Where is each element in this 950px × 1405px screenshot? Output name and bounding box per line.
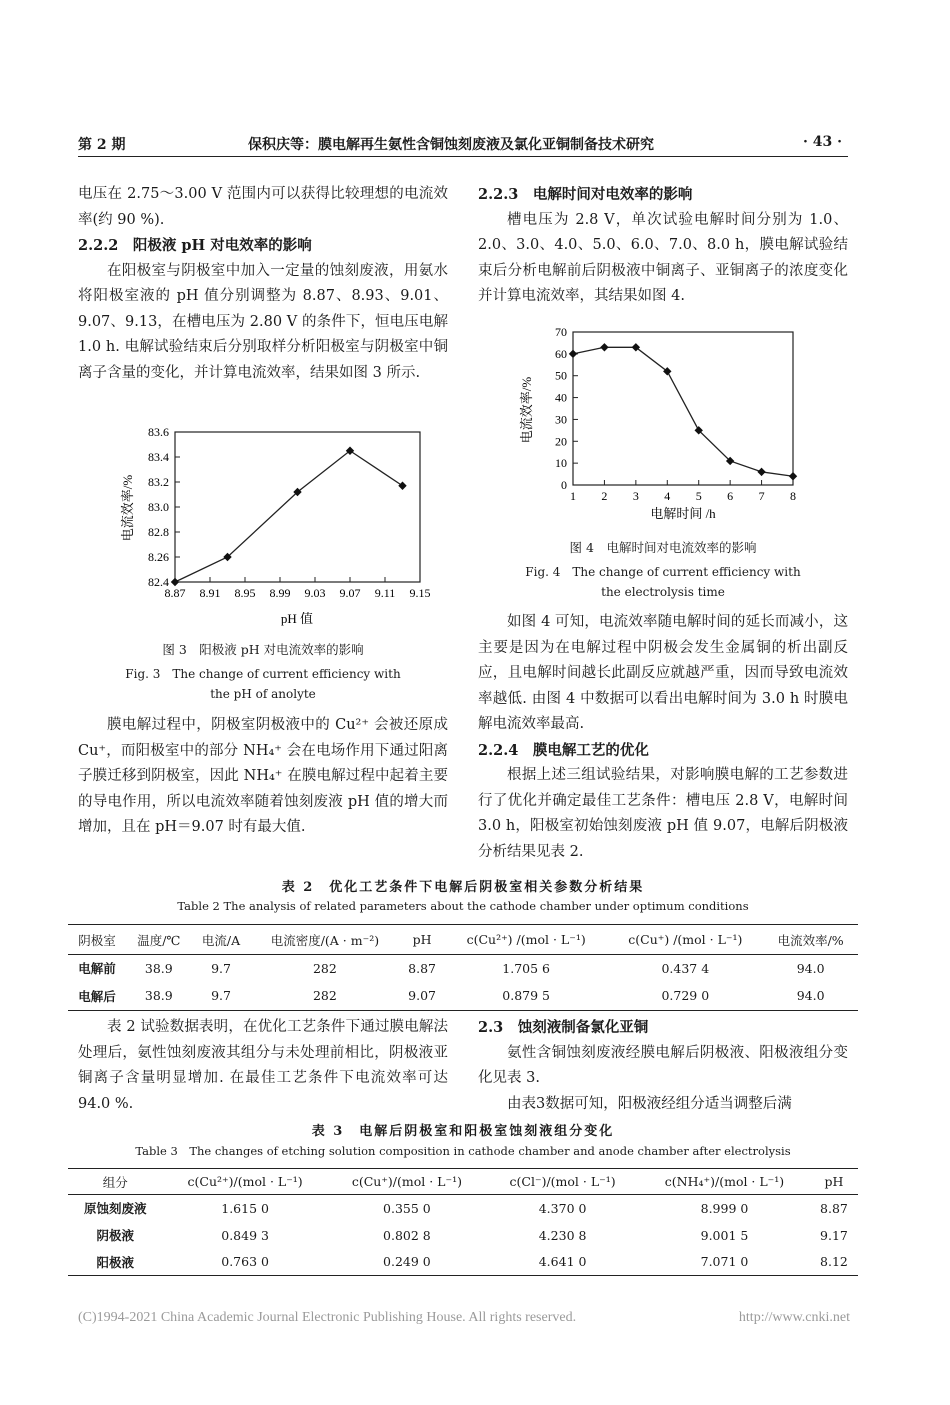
- column-header: c(Cl⁻)/(mol · L⁻¹): [509, 1174, 616, 1189]
- page-number: · 43 ·: [803, 134, 842, 150]
- table-cell: 1.615 0: [221, 1200, 269, 1216]
- table-cell: 4.230 8: [538, 1227, 587, 1243]
- paragraph: 氨性含铜蚀刻废液经膜电解后阴极液、阳极液组分变化见表 3.: [478, 1044, 848, 1086]
- table-cell: 电解前: [78, 961, 116, 977]
- figure-3-caption: [78, 640, 448, 704]
- column-header: 温度/℃: [137, 932, 181, 948]
- copyright-text: (C)1994-2021 China Academic Journal Electronic Publishing House. All rights reserved.: [78, 1310, 577, 1325]
- y-tick-label: 40: [555, 390, 567, 405]
- table-cell: 0.249 0: [383, 1254, 431, 1270]
- y-tick-label: 60: [555, 346, 567, 361]
- column-header: 电流密度/(A · m⁻²): [270, 932, 380, 948]
- x-tick-label: 1: [570, 489, 576, 503]
- table-cell: 8.87: [820, 1200, 848, 1216]
- caption-cn: 图 3 阳极液 pH 对电流效率的影响: [162, 642, 364, 657]
- table-3-caption: [78, 1120, 848, 1159]
- y-tick-label: 82.8: [148, 525, 169, 539]
- data-point: [757, 468, 765, 476]
- left-column-bottom: [78, 713, 448, 841]
- y-tick-label: 70: [555, 325, 567, 339]
- table-cell: 282: [312, 960, 337, 976]
- table-cell: 0.763 0: [221, 1254, 269, 1270]
- x-tick-label: 6: [727, 489, 734, 503]
- table-header-row: [68, 1169, 858, 1195]
- y-tick-label: 50: [555, 368, 567, 383]
- table-row: [68, 1249, 858, 1276]
- table-cell: 0.802 8: [383, 1227, 431, 1243]
- paragraph: 槽电压为 2.8 V，单次试验电解时间分别为 1.0、2.0、3.0、4.0、5.0、6.0、7.0、8.0 h，膜电解试验结束后分析电解前后阴极液中铜离子、亚铜离子的浓度变化并计算电流效率，其结果如图 4.: [478, 211, 848, 304]
- table-cell: 电解后: [78, 988, 116, 1004]
- right-column-top: [478, 182, 848, 310]
- caption-cn: 表 2 优化工艺条件下电解后阴极室相关参数分析结果: [281, 880, 645, 895]
- table-cell: 4.370 0: [538, 1200, 587, 1216]
- column-header: 组分: [102, 1174, 128, 1190]
- x-axis-label: 电解时间 /h: [650, 506, 716, 521]
- x-tick-label: 9.07: [339, 586, 361, 600]
- caption-en: Fig. 4 The change of current efficiency with: [525, 565, 801, 579]
- caption-en: Fig. 3 The change of current efficiency with: [125, 667, 401, 681]
- table-2: [68, 924, 858, 1011]
- y-tick-label: 83.2: [148, 475, 169, 489]
- x-tick-label: 9.15: [409, 586, 431, 600]
- table-cell: 阴极液: [96, 1228, 135, 1243]
- table-3: [68, 1168, 858, 1276]
- table-cell: 7.071 0: [700, 1254, 749, 1270]
- y-tick-label: 83.0: [148, 500, 169, 514]
- y-tick-label: 82.4: [148, 575, 169, 589]
- table-cell: 0.437 4: [661, 960, 710, 976]
- section-heading-2-3: 2.3 蚀刻液制备氯化亚铜: [478, 1019, 649, 1036]
- table-2-caption: [78, 876, 848, 913]
- table-header-row: [68, 925, 858, 955]
- table-cell: 4.641 0: [538, 1254, 587, 1270]
- column-header: c(Cu⁺)/(mol · L⁻¹): [351, 1174, 462, 1189]
- table-cell: 9.07: [408, 988, 436, 1004]
- paragraph: 电压在 2.75～3.00 V 范围内可以获得比较理想的电流效率(约 90 %).: [78, 186, 448, 228]
- table-cell: 9.7: [211, 960, 231, 976]
- y-tick-label: 83.4: [148, 450, 169, 464]
- caption-cn: 表 3 电解后阴极室和阳极室蚀刻液组分变化: [311, 1124, 615, 1139]
- paragraph: 由表3数据可知，阳极液经组分适当调整后满: [507, 1095, 792, 1112]
- x-tick-label: 8: [790, 489, 796, 503]
- caption-en: Table 3 The changes of etching solution composition in cathode chamber and anode chamber after electrolysis: [135, 1144, 791, 1158]
- table-cell: 0.879 5: [502, 988, 550, 1004]
- data-point: [600, 343, 608, 351]
- paragraph: 膜电解过程中，阴极室阴极液中的 Cu²⁺ 会被还原成 Cu⁺，而阳极室中的部分 NH₄⁺ 会在电场作用下通过阳离子膜迁移到阴极室，因此 NH₄⁺ 在膜电解过程中起着主要的导电作用，所以电流效率随着蚀刻废液 pH 值的增大而增加，且在 pH＝9.07 时有最大值.: [78, 717, 448, 835]
- table-cell: 38.9: [144, 988, 173, 1004]
- figure-3-chart: [100, 420, 445, 630]
- paragraph: 在阳极室与阴极室中加入一定量的蚀刻废液，用氨水将阳极室液的 pH 值分别调整为 8.87、8.93、9.01、9.07、9.13，在槽电压为 2.80 V 的条件下，恒电压电解 1.0 h. 电解试验结束后分别取样分析阳极室与阴极室中铜离子含量的变化，并计算电流效率，结果如图 3 所示.: [78, 262, 448, 381]
- data-point: [789, 472, 797, 480]
- right-column-after-table-2: [478, 1015, 848, 1117]
- column-header: c(NH₄⁺)/(mol · L⁻¹): [664, 1174, 785, 1189]
- x-tick-label: 8.87: [164, 586, 186, 600]
- table-cell: 9.001 5: [700, 1227, 749, 1243]
- data-point: [569, 350, 577, 358]
- table-cell: 9.7: [211, 988, 231, 1004]
- section-heading-2-2-2: 2.2.2 阳极液 pH 对电效率的影响: [78, 237, 312, 254]
- x-tick-label: 8.95: [234, 586, 256, 600]
- x-tick-label: 2: [601, 489, 608, 503]
- y-tick-label: 30: [555, 412, 567, 427]
- table-cell: 0.849 3: [221, 1227, 269, 1243]
- footer-url: http://www.cnki.net: [738, 1310, 850, 1325]
- table-cell: 8.999 0: [700, 1200, 749, 1216]
- column-header: c(Cu⁺) /(mol · L⁻¹): [628, 932, 743, 947]
- y-tick-label: 0: [561, 478, 567, 492]
- x-tick-label: 9.11: [374, 586, 396, 600]
- series-line: [573, 347, 793, 476]
- x-tick-label: 9.03: [304, 586, 326, 600]
- column-header: c(Cu²⁺) /(mol · L⁻¹): [466, 932, 586, 947]
- column-header: 阴极室: [78, 932, 116, 948]
- data-point: [398, 482, 406, 490]
- table-cell: 0.355 0: [383, 1200, 431, 1216]
- column-header: pH: [824, 1174, 844, 1189]
- table-cell: 0.729 0: [661, 988, 710, 1004]
- x-tick-label: 5: [695, 489, 702, 503]
- column-header: 电流效率/%: [777, 932, 844, 948]
- running-header: [78, 132, 848, 157]
- caption-en: the pH of anolyte: [210, 687, 316, 701]
- section-heading-2-2-4: 2.2.4 膜电解工艺的优化: [478, 741, 649, 759]
- table-row: [68, 955, 858, 982]
- x-tick-label: 4: [664, 489, 671, 503]
- paragraph: 根据上述三组试验结果，对影响膜电解的工艺参数进行了优化并确定最佳工艺条件：槽电压 2.8 V，电解时间 3.0 h，阳极室初始蚀刻废液 pH 值 9.07，电解后阴极液分析结果见表 2.: [478, 767, 848, 860]
- y-tick-label: 20: [555, 434, 567, 449]
- caption-cn: 图 4 电解时间对电流效率的影响: [569, 540, 757, 555]
- table-cell: 9.17: [820, 1227, 848, 1243]
- caption-en: the electrolysis time: [601, 585, 725, 599]
- figure-4-caption: [478, 538, 848, 602]
- table-cell: 原蚀刻废液: [84, 1201, 147, 1217]
- column-header: pH: [412, 932, 432, 947]
- data-point: [171, 578, 179, 586]
- y-tick-label: 83.6: [148, 425, 169, 439]
- copyright-footer: [78, 1310, 850, 1326]
- caption-en: Table 2 The analysis of related parameters about the cathode chamber under optimum conditions: [177, 899, 749, 913]
- table-cell: 8.12: [820, 1254, 848, 1270]
- y-tick-label: 10: [555, 456, 567, 471]
- table-cell: 1.705 6: [502, 960, 550, 976]
- series-line: [175, 451, 403, 582]
- section-heading-2-2-3: 2.2.3 电解时间对电效率的影响: [478, 186, 693, 203]
- x-tick-label: 3: [632, 489, 639, 503]
- paragraph: 如图 4 可知，电流效率随电解时间的延长而减小，这主要是因为在电解过程中阴极会发生金属铜的析出副反应，且电解时间越长此副反应就越严重，因而导致电流效率越低. 由图 4 中数据可以看出电解时间为 3.0 h 时膜电解电流效率最高.: [478, 614, 848, 732]
- table-row: [68, 1222, 858, 1249]
- paragraph: 表 2 试验数据表明，在优化工艺条件下通过膜电解法处理后，氨性蚀刻废液其组分与未处理前相比，阴极液亚铜离子含量明显增加. 在最佳工艺条件下电流效率可达 94.0 %.: [78, 1019, 448, 1112]
- column-header: c(Cu²⁺)/(mol · L⁻¹): [187, 1174, 303, 1189]
- table-row: [68, 1195, 858, 1222]
- right-column-bottom: [478, 610, 848, 865]
- running-title: 保积庆等：膜电解再生氨性含铜蚀刻废液及氯化亚铜制备技术研究: [248, 137, 654, 153]
- table-cell: 94.0: [796, 988, 825, 1004]
- y-tick-label: 8.26: [148, 550, 169, 564]
- y-axis-label: 电流效率/%: [519, 376, 534, 444]
- figure-4-chart: [505, 322, 825, 530]
- table-cell: 282: [312, 988, 337, 1004]
- table-cell: 阳极液: [96, 1254, 135, 1270]
- y-axis-label: 电流效率/%: [120, 474, 135, 542]
- table-cell: 94.0: [796, 960, 825, 976]
- x-tick-label: 8.91: [199, 586, 221, 600]
- left-column-top: [78, 182, 448, 386]
- x-axis-label: pH 值: [280, 611, 314, 626]
- x-tick-label: 8.99: [269, 586, 291, 600]
- table-row: [68, 982, 858, 1011]
- table-cell: 8.87: [408, 960, 436, 976]
- left-column-after-table-2: [78, 1015, 448, 1117]
- table-cell: 38.9: [144, 960, 173, 976]
- column-header: 电流/A: [201, 932, 241, 948]
- issue-number: 第 2 期: [78, 137, 126, 153]
- x-tick-label: 7: [758, 489, 765, 503]
